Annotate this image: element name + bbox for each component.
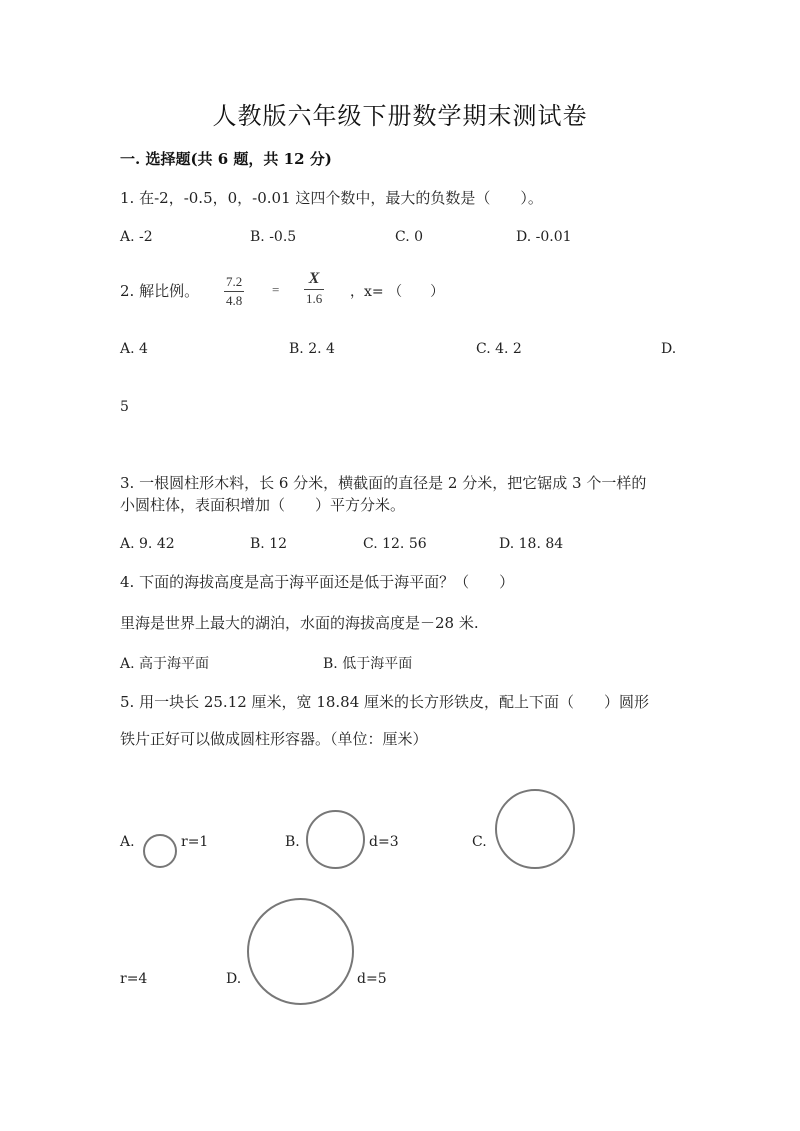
question-3-line-1: 3. 一根圆柱形木料，长 6 分米，横截面的直径是 2 分米，把它锯成 3 个一样的: [120, 474, 647, 492]
question-4-option-a: A. 高于海平面: [120, 656, 210, 672]
circle-c-figure: [495, 789, 575, 869]
question-2-option-d: D.: [661, 341, 677, 357]
question-1-option-c: C. 0: [395, 229, 424, 245]
question-2-option-d-value: 5: [120, 399, 129, 415]
question-5-option-d-label: D.: [226, 971, 242, 987]
question-5-option-a-value: r=1: [181, 834, 209, 850]
question-5-option-c-label: C.: [472, 834, 487, 850]
question-1-option-a: A. -2: [120, 229, 153, 245]
question-5-option-a-label: A.: [120, 834, 135, 850]
question-4-option-b: B. 低于海平面: [323, 656, 413, 672]
circle-b-figure: [306, 810, 365, 869]
question-5-option-d-value: d=5: [357, 971, 387, 987]
circle-d-figure: [247, 898, 354, 1005]
question-2-option-a: A. 4: [120, 341, 148, 357]
question-3-option-a: A. 9. 42: [120, 536, 175, 552]
equals-sign: =: [272, 282, 280, 297]
question-2-suffix: ，x= （ ）: [350, 284, 445, 300]
question-4-line-1: 4. 下面的海拔高度是高于海平面还是低于海平面？（ ）: [120, 573, 515, 591]
fraction-left-bar: [224, 291, 244, 292]
fraction-right: [304, 270, 324, 307]
circle-a-figure: [143, 834, 177, 868]
question-1-text: 1. 在-2，-0.5，0，-0.01 这四个数中，最大的负数是（ ）。: [120, 189, 543, 207]
fraction-left: [224, 274, 244, 309]
fraction-left-denominator: 4.8: [226, 293, 243, 308]
question-3-line-2: 小圆柱体，表面积增加（ ）平方分米。: [120, 496, 406, 514]
question-3-option-d: D. 18. 84: [499, 536, 564, 552]
fraction-right-bar: [304, 289, 324, 290]
question-1-option-b: B. -0.5: [250, 229, 297, 245]
question-5-option-c-value: r=4: [120, 971, 148, 987]
fraction-right-numerator: X: [308, 270, 320, 287]
question-3-option-c: C. 12. 56: [363, 536, 427, 552]
question-2-prefix: 2. 解比例。: [120, 282, 200, 300]
question-1-option-d: D. -0.01: [516, 229, 572, 245]
question-5-line-2: 铁片正好可以做成圆柱形容器。（单位：厘米）: [120, 730, 428, 748]
fraction-left-numerator: 7.2: [226, 274, 243, 289]
question-2-option-c: C. 4. 2: [476, 341, 522, 357]
question-5-option-b-value: d=3: [369, 834, 399, 850]
question-5-option-b-label: B.: [285, 834, 300, 850]
question-2-option-b: B. 2. 4: [289, 341, 335, 357]
fraction-right-denominator: 1.6: [306, 291, 323, 306]
question-4-line-2: 里海是世界上最大的湖泊，水面的海拔高度是－28 米.: [120, 614, 479, 632]
section-heading: 一. 选择题(共 6 题，共 12 分): [120, 150, 332, 168]
question-3-option-b: B. 12: [250, 536, 288, 552]
page-title: 人教版六年级下册数学期末测试卷: [212, 102, 588, 130]
question-5-line-1: 5. 用一块长 25.12 厘米，宽 18.84 厘米的长方形铁皮，配上下面（ ）圆形: [120, 693, 650, 711]
